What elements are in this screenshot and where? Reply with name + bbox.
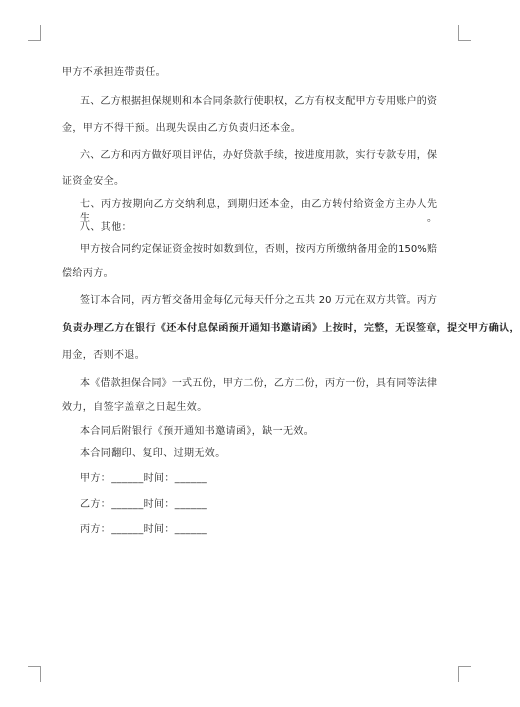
text-line: 效力，自签字盖章之日起生效。	[62, 402, 208, 413]
crop-mark-top-right-v	[458, 25, 459, 41]
text-line: 证资金安全。	[62, 176, 125, 187]
crop-mark-top-left-h	[28, 40, 41, 41]
text-line: 签订本合同，丙方暂交备用金每亿元每天仟分之五共 20 万元在双方共管。丙方	[80, 295, 437, 306]
text-line: 金，甲方不得干预。出现失误由乙方负责归还本金。	[62, 123, 302, 134]
text-line: 八、其他：	[80, 222, 132, 233]
crop-mark-bottom-right-h	[458, 666, 471, 667]
text-line: 五、乙方根据担保规则和本合同条款行使职权，乙方有权支配甲方专用账户的资	[80, 96, 437, 107]
text-line: 七、丙方按期向乙方交纳利息，到期归还本金，由乙方转付给资金方主办人先生。	[80, 199, 437, 224]
text-line: 甲方不承担连带责任。	[62, 67, 166, 78]
text-line: 本《借款担保合同》一式五份，甲方二份，乙方二份，丙方一份，具有同等法律	[80, 378, 437, 389]
text-line: 六、乙方和丙方做好项目评估，办好贷款手续，按进度用款，实行专款专用，保	[80, 150, 437, 161]
crop-mark-top-left-v	[40, 25, 41, 41]
text-line: 负责办理乙方在银行《还本付息保函预开通知书邀请函》上按时，完整，无误签章，提交甲方确认，	[62, 323, 520, 334]
crop-mark-top-right-h	[458, 40, 471, 41]
text-line: 用金，否则不退。	[62, 350, 146, 361]
crop-mark-bottom-right-v	[458, 666, 459, 682]
signature-party-c: 丙方：______时间：______	[80, 524, 208, 535]
signature-party-a: 甲方：______时间：______	[80, 473, 208, 484]
text-line: 本合同翻印、复印、过期无效。	[80, 448, 226, 459]
text-line: 本合同后附银行《预开通知书邀请函》，缺一无效。	[80, 426, 315, 437]
crop-mark-bottom-left-v	[40, 666, 41, 682]
signature-party-b: 乙方：______时间：______	[80, 499, 208, 510]
text-line: 偿给丙方。	[62, 268, 114, 279]
text-line: 甲方按合同约定保证资金按时如数到位，否则，按丙方所缴纳备用金的150%赔	[80, 244, 437, 255]
